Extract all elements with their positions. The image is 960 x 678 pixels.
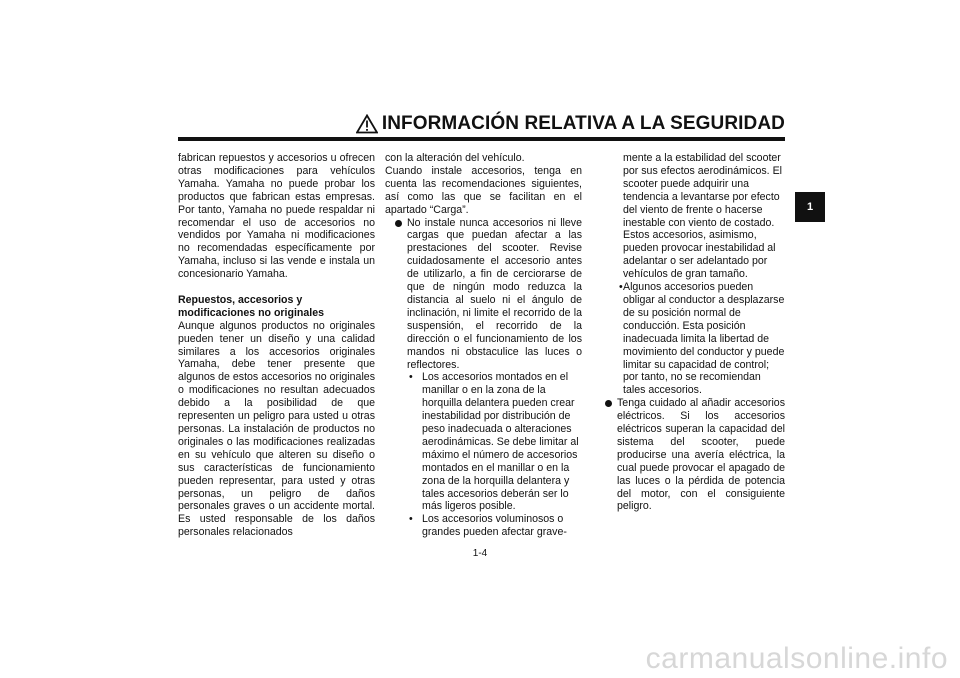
sub-bullet-item: • Los accesorios voluminosos o grandes pueden afectar grave- [385,513,582,539]
chapter-tab: 1 [795,192,825,222]
header-rule [178,137,785,141]
text-column-3 [595,152,785,513]
paragraph: con la alteración del vehículo. [385,152,525,164]
sub-bullet-continuation: mente a la estabilidad del scooter por sus efectos aerodinámicos. El scooter puede adquirir una tendencia a levantarse por efecto del viento de frente o hacerse inestable con viento de costado. Estos accesorios, asimismo, pueden provocar inestabilidad al adelantar o ser adelantado por vehículos de gran tamaño. [623,152,782,281]
page-header [178,113,785,135]
watermark: carmanualsonline.info [645,642,948,675]
page-number: 1-4 [472,548,488,559]
paragraph: Cuando instale accesorios, tenga en cuenta las recomendaciones siguientes, así como las que se facilitan en el apartado “Carga”. [385,164,582,216]
warning-triangle-icon [356,114,378,134]
header-title-group [356,113,785,135]
paragraph: Aunque algunos productos no originales pueden tener un diseño y una calidad similares a los accesorios originales Yamaha, debe tener presente que algunos de estos accesorios no originales o modificaciones no resultan adecuados debido a la posibilidad de que representen un peligro para usted u otras personas. La instalación de productos no originales o las modificaciones realizadas en su vehículo que alteren su diseño o sus características de funcionamiento pueden representar, para usted y otras personas, un peligro de daños personales graves o un accidente mortal. Es usted responsable de los daños personales relacionados [178,319,375,539]
section-heading: Repuestos, accesorios y modificaciones no originales [178,293,324,319]
paragraph: fabrican repuestos y accesorios u ofrecen otras modificaciones para vehículos Yamaha. Yamaha no puede probar los productos que fabrican estas empresas. Por tanto, Yamaha no puede respaldar ni recomendar el uso de accesorios no vendidos por Yamaha ni modificaciones no recomendadas específicamente por Yamaha, incluso si las vende e instala un concesionario Yamaha. [178,152,375,281]
sub-bullet-item: • Algunos accesorios pueden obligar al conductor a desplazarse de su posición normal de conducción. Esta posición inadecuada limita la libertad de movimiento del conductor y puede limitar su capacidad de control; por tanto, no se recomiendan tales accesorios. [595,281,785,397]
spacer [178,281,375,294]
page-title: INFORMACIÓN RELATIVA A LA SEGURIDAD [381,113,785,134]
bullet-item: No instale nunca accesorios ni lleve cargas que puedan afectar a las prestaciones del scooter. Revise cuidadosamente el accesorio antes de utilizarlo, a fin de cerciorarse de que de ningún modo reduzca la distancia al suelo ni el ángulo de inclinación, ni limite el recorrido de la suspensión, el recorrido de la dirección o el funcionamiento de los mandos ni obstaculice las luces o reflectores. [385,217,582,372]
sub-bullet-item: • Los accesorios montados en el manillar o en la zona de la horquilla delantera pueden crear inestabilidad por distribución de peso inadecuada o alteraciones aerodinámicas. Se debe limitar al máximo el número de accesorios montados en el manillar o en la zona de la horquilla delantera y tales accesorios deberán ser lo más ligeros posible. [385,371,582,513]
text-column-2 [385,152,582,539]
bullet-item: Tenga cuidado al añadir accesorios eléctricos. Si los accesorios eléctricos superan la capacidad del sistema del scooter, puede producirse una avería eléctrica, la cual puede provocar el apagado de las luces o la pérdida de potencia del motor, con el consiguiente peligro. [595,397,785,513]
text-column-1 [178,152,375,539]
